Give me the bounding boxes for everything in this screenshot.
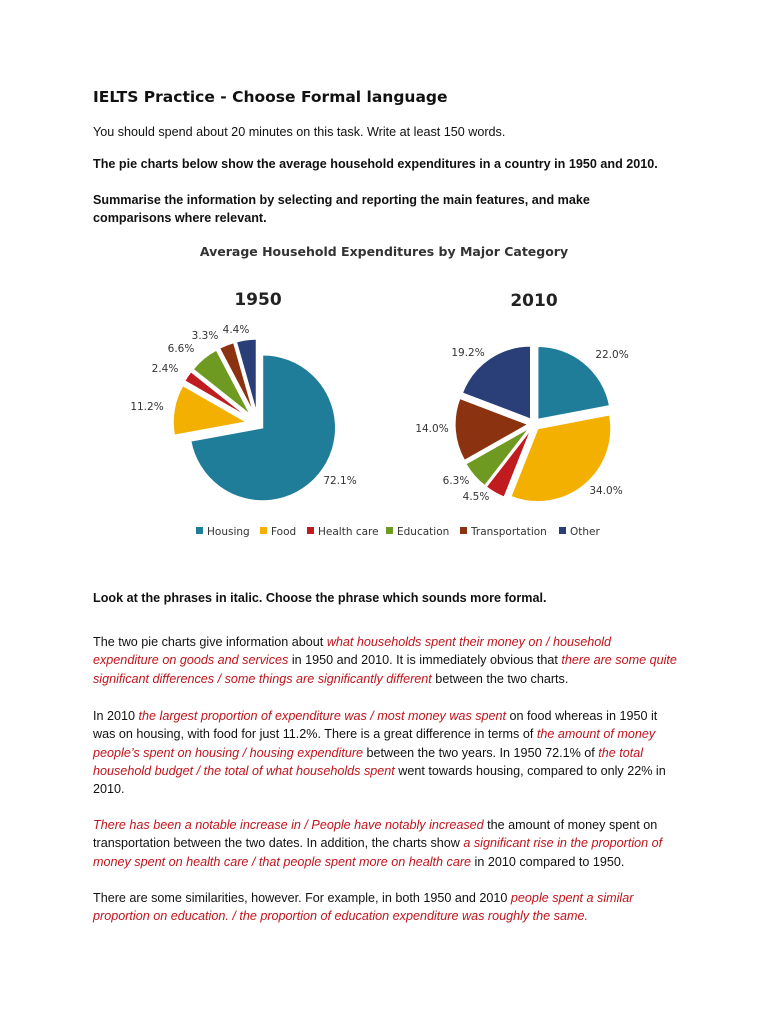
legend-label-housing: Housing: [207, 526, 250, 538]
pie-label-1950-other: 4.4%: [222, 324, 250, 336]
time-instruction: You should spend about 20 minutes on this task. Write at least 150 words.: [93, 125, 506, 139]
legend-swatch-other: [559, 527, 566, 534]
formal-choice-phrase: There has been a notable increase in / People have notably increased: [93, 818, 484, 832]
paragraph-text: between the two charts.: [431, 671, 569, 686]
formal-choice-phrase: people spent a similar proportion on education. / the proportion of education expenditure was roughly the same.: [93, 891, 634, 924]
pie-label-2010-food: 34.0%: [589, 485, 623, 497]
legend-swatch-housing: [196, 527, 203, 534]
legend-swatch-health-care: [307, 527, 314, 534]
formal-choice-phrase: a significant rise in the proportion of money spent on health care / that people spent more on health care: [93, 836, 663, 869]
pie-year-label-2010: 2010: [510, 291, 558, 311]
exercise-paragraph: [93, 633, 678, 688]
summarise-instruction: Summarise the information by selecting and reporting the main features, and make comparisons where relevant.: [93, 193, 590, 226]
chart-title: Average Household Expenditures by Major Category: [199, 244, 569, 259]
legend-swatch-food: [260, 527, 267, 534]
pie-label-2010-health-care: 4.5%: [462, 491, 490, 503]
exercise-instruction: Look at the phrases in italic. Choose the phrase which sounds more formal.: [93, 591, 547, 605]
pie-label-1950-health-care: 2.4%: [151, 363, 179, 375]
paragraph-text: went towards housing, compared to only 22% in 2010.: [93, 763, 666, 797]
legend-label-food: Food: [271, 526, 297, 538]
pie-label-1950-food: 11.2%: [130, 401, 164, 413]
paragraph-text: in 1950 and 2010. It is immediately obvious that: [288, 653, 562, 668]
legend-swatch-education: [386, 527, 393, 534]
formal-choice-phrase: the total household budget / the total of what households spent: [93, 745, 644, 778]
legend-label-transportation: Transportation: [471, 526, 547, 538]
formal-choice-phrase: there are some quite significant differences / some things are significantly different: [93, 653, 677, 686]
paragraph-text: In 2010: [93, 709, 139, 723]
exercise-paragraph: [93, 816, 678, 871]
pie-label-1950-transportation: 3.3%: [191, 330, 219, 342]
legend-swatch-transportation: [460, 527, 467, 534]
paragraph-text: between the two years. In 1950 72.1% of: [363, 745, 599, 760]
formal-choice-phrase: the amount of money people’s spent on housing / housing expenditure: [93, 727, 656, 760]
pie-label-2010-other: 19.2%: [451, 347, 485, 359]
pie-label-1950-education: 6.6%: [167, 343, 195, 355]
exercise-paragraph: [93, 889, 678, 926]
pie-label-2010-transportation: 14.0%: [415, 423, 449, 435]
pie-label-1950-housing: 72.1%: [323, 475, 357, 487]
paragraph-text: There are some similarities, however. For example, in both 1950 and 2010: [93, 891, 511, 905]
paragraph-text: the amount of money spent on transportation between the two dates. In addition, the charts show: [93, 818, 658, 851]
paragraph-text: in 2010 compared to 1950.: [471, 854, 625, 869]
legend-label-education: Education: [397, 526, 450, 538]
paragraph-text: The two pie charts give information about: [93, 635, 327, 649]
page-title: IELTS Practice - Choose Formal language: [93, 88, 448, 106]
formal-choice-phrase: the largest proportion of expenditure was / most money was spent: [138, 709, 507, 723]
legend-label-other: Other: [570, 526, 600, 538]
formal-choice-phrase: what households spent their money on / household expenditure on goods and services: [93, 635, 612, 668]
legend-label-health-care: Health care: [318, 526, 379, 538]
paragraph-text: on food whereas in 1950 it was on housing, with food for just 11.2%. There is a great difference in terms of: [93, 709, 658, 742]
exercise-paragraph: [93, 707, 678, 798]
pie-label-2010-housing: 22.0%: [595, 349, 629, 361]
pie-year-label-1950: 1950: [234, 290, 282, 310]
pie-label-2010-education: 6.3%: [442, 475, 470, 487]
task-prompt: The pie charts below show the average household expenditures in a country in 1950 and 2010.: [93, 157, 658, 171]
